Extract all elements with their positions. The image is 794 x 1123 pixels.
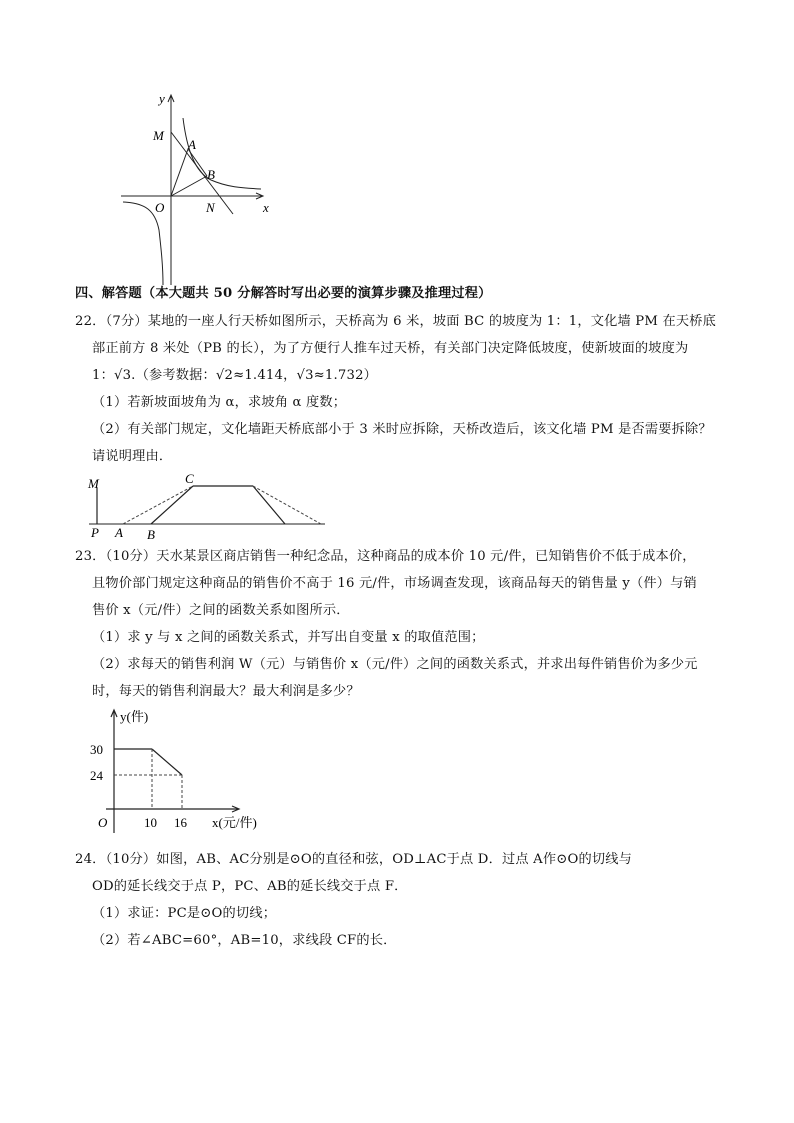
bridge-figure (85, 470, 335, 540)
q22-sub2: （2）有关部门规定，文化墙距天桥底部小于 3 米时应拆除，天桥改造后，该文化墙 PM 是否需要拆除？ (92, 422, 712, 437)
q24-line2: OD的延长线交于点 P，PC、AB的延长线交于点 F． (92, 879, 408, 894)
slope-right (253, 486, 285, 524)
q22-line3: 1：√3.（参考数据：√2≈1.414，√3≈1.732） (92, 368, 378, 383)
q22-sub2b: 请说明理由． (92, 449, 173, 464)
chart-origin-label: O (98, 815, 108, 830)
label-o: O (155, 200, 165, 215)
new-slope-right (253, 486, 321, 524)
label-x: x (263, 200, 269, 215)
bridge-label-a: A (115, 525, 123, 540)
hyperbola-branch-1 (183, 118, 261, 189)
hyperbola-figure (115, 90, 285, 290)
series-line-segment (152, 749, 182, 775)
q23-sub1: （1）求 y 与 x 之间的函数关系式，并写出自变量 x 的取值范围； (92, 630, 485, 645)
bridge-label-b: B (147, 527, 155, 540)
label-y: y (159, 91, 165, 106)
q22-sub1: （1）若新坡面坡角为 α，求坡角 α 度数； (92, 395, 347, 410)
x-tick-label: 16 (174, 815, 187, 830)
y-tick-label: 30 (90, 742, 103, 757)
q24-sub1: （1）求证：PC是⊙O的切线； (92, 906, 277, 921)
q23-line3: 售价 x（元/件）之间的函数关系如图所示． (92, 603, 350, 618)
q23-sub2b: 时，每天的销售利润最大？最大利润是多少？ (92, 684, 360, 699)
q24-line1: 24．（10分）如图，AB、AC分别是⊙O的直径和弦，OD⊥AC于点 D．过点 A作⊙O的切线与 (75, 852, 633, 867)
q23-line2: 且物价部门规定这种商品的销售价不高于 16 元/件，市场调查发现，该商品每天的销售量 y（件）与销 (92, 576, 697, 591)
label-m: M (153, 128, 164, 143)
q22-line1: 22．（7分）某地的一座人行天桥如图所示，天桥高为 6 米，坡面 BC 的坡度为 1：1，文化墙 PM 在天桥底 (75, 314, 716, 329)
x-tick-label: 10 (144, 815, 157, 830)
chart-y-label: y(件) (120, 709, 149, 724)
section-heading: 四、解答题（本大题共 50 分解答时写出必要的演算步骤及推理过程） (75, 286, 492, 301)
chart-x-label: x(元/件) (212, 815, 257, 830)
q22-line2: 部正前方 8 米处（PB 的长），为了方便行人推车过天桥，有关部门决定降低坡度，使新坡面的坡度为 (92, 341, 689, 356)
q24-sub2: （2）若∠ABC=60°，AB=10，求线段 CF的长． (92, 933, 397, 948)
q23-line1: 23．（10分）天水某景区商店销售一种纪念品，这种商品的成本价 10 元/件，已知销售价不低于成本价， (75, 549, 696, 564)
bridge-label-c: C (185, 471, 194, 486)
bridge-label-p: P (91, 525, 99, 540)
label-b: B (207, 167, 215, 182)
segment-oa (171, 149, 188, 196)
sales-chart (88, 705, 288, 840)
label-a: A (188, 137, 196, 152)
slope-bc (151, 486, 193, 524)
y-tick-label: 24 (90, 768, 103, 783)
segment-ob (171, 176, 207, 196)
q23-sub2: （2）求每天的销售利润 W（元）与销售价 x（元/件）之间的函数关系式，并求出每件销售价为多少元 (92, 657, 698, 672)
line-mn (171, 132, 233, 214)
label-n: N (206, 200, 215, 215)
bridge-label-m: M (88, 476, 99, 491)
segment-ab (188, 149, 207, 176)
